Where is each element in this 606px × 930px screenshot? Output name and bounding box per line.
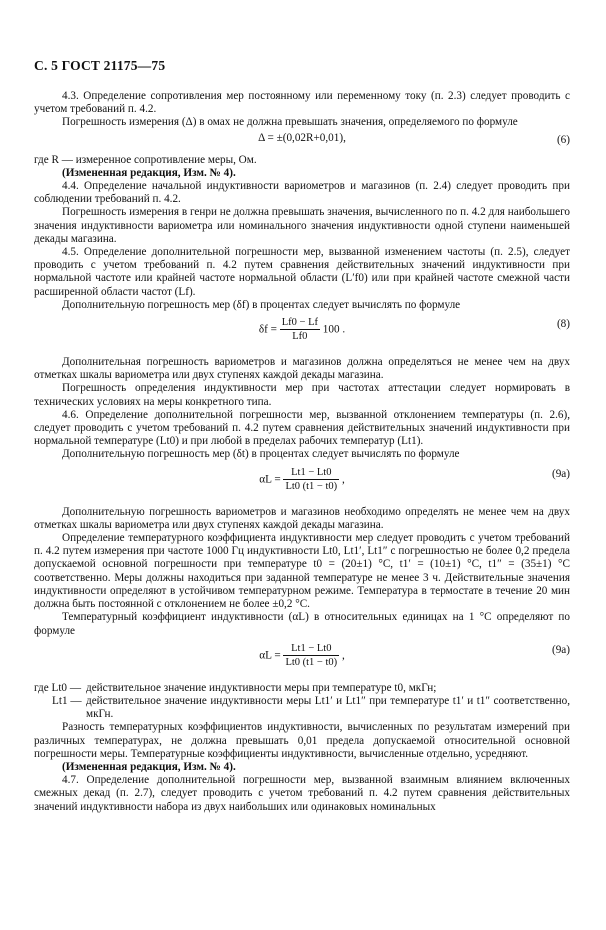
formula-9a-lhs: αL = [259, 648, 281, 661]
page-header: С. 5 ГОСТ 21175—75 [34, 58, 166, 73]
paragraph-4-6-varimeters: Дополнительную погрешность вариометров и магазинов необходимо определять не менее чем на двух отметках шкалы вариометра или двух ступенях каждой декады магазина. [34, 505, 570, 531]
where-lt0 [34, 682, 570, 695]
paragraph-4-6-difference: Разность температурных коэффициентов индуктивности, вычисленных по результатам измерений при различных температурах, не должна превышать 0,01 предела допускаемой относительной основной погрешности меры. Температурные коэффициенты индуктивности, вычисленные отдельно, усредняют. [34, 721, 570, 760]
where-lt1-label: Lt1 — [52, 694, 82, 707]
where-lt0-text: действительное значение индуктивности меры при температуре t0, мкГн; [86, 681, 437, 694]
paragraph-4-4-error: Погрешность измерения в генри не должна превышать значения, вычисленного по п. 4.2 для наибольшего значения индуктивности вариометра или номинального значения индуктивности одной ступени наименьшей декады магазина. [34, 206, 570, 245]
formula-8-lhs: δf = [258, 323, 277, 336]
formula-9a-numerator: Lt1 − Lt0 [283, 642, 339, 656]
formula-9-fraction [283, 466, 339, 493]
formula-6-expr: Δ = ±(0,02R+0,01), [258, 131, 346, 144]
where-r: где R — измеренное сопротивление меры, Ом. [34, 153, 257, 166]
where-lt0-label: где Lt0 — [34, 681, 82, 694]
formula-8-fraction [280, 316, 320, 343]
paragraph-4-6-formula-intro: Дополнительную погрешность мер (δt) в процентах следует вычислять по формуле [62, 448, 460, 461]
formula-9-lhs: αL = [259, 472, 281, 485]
formula-9-rhs: , [341, 472, 345, 485]
paragraph-4-3: 4.3. Определение сопротивления мер постоянному или переменному току (п. 2.3) следует проводить с учетом требований п. 4.2. [34, 90, 570, 116]
formula-9-denominator: Lt0 (t1 − t0) [285, 480, 338, 492]
formula-9a-rhs: , [341, 648, 345, 661]
paragraph-4-4: 4.4. Определение начальной индуктивности вариометров и магазинов (п. 2.4) следует проводить при соблюдении требований п. 4.2. [34, 180, 570, 206]
document-body [34, 90, 570, 814]
formula-6-number: (6) [556, 133, 570, 146]
formula-9a-denominator: Lt0 (t1 − t0) [285, 656, 338, 668]
formula-9a-fraction [283, 642, 339, 669]
paragraph-4-6: 4.6. Определение дополнительной погрешности мер, вызванной отклонением температуры (п. 2.6), следует проводить с учетом требований п. 4.2 путем сравнения действительных значений индуктивности при нормальной температуре (Lt0) и при любой в пределах рабочих температур (Lt1). [34, 408, 570, 448]
paragraph-4-5-formula-intro: Дополнительную погрешность мер (δf) в процентах следует вычислять по формуле [62, 298, 461, 311]
formula-9 [34, 464, 570, 504]
formula-9-number: (9а) [551, 467, 570, 480]
formula-8-denominator: Lf0 [292, 331, 308, 343]
formula-6 [34, 132, 570, 152]
formula-9a [34, 640, 570, 680]
formula-9-numerator: Lt1 − Lt0 [283, 466, 339, 480]
edition-note-2: (Измененная редакция, Изм. № 4). [62, 760, 236, 773]
paragraph-4-7: 4.7. Определение дополнительной погрешности мер, вызванной взаимным влиянием включенных смежных декад (п. 2.7), следует проводить с учетом требований п. 4.2 путем сравнения действительных значений индуктивности набора из двух наибольших или одинаковых номинальных [34, 774, 570, 813]
where-lt1 [34, 695, 570, 721]
formula-8 [34, 314, 570, 354]
paragraph-4-3-error: Погрешность измерения (Δ) в омах не должна превышать значения, определяемого по формуле [62, 116, 518, 129]
formula-8-numerator: Lf0 − Lf [280, 316, 320, 330]
paragraph-4-6-temp-coeff: Определение температурного коэффициента индуктивности мер следует проводить с учетом требований п. 4.2 путем измерения при частоте 1000 Гц индуктивности Lt0, Lt1′, Lt1″ с погрешностью не более 0,2 предела допускаемой основной погрешности при температуре t0 = (20±1) °С, t1′ = (10±1) °С, t1″ = (35±1) °С соответственно. Меры должны находиться при заданной температуре не менее 3 ч. Действительные значения индуктивности определяют в устойчивом температурном режиме. Температура в термостате в течение 20 мин должна быть постоянной с отклонением не более ±0,2 °С. [34, 532, 570, 611]
paragraph-4-6-alpha-intro: Температурный коэффициент индуктивности (αL) в относительных единицах на 1 °С определяют по формуле [34, 611, 570, 637]
formula-9a-number: (9а) [551, 643, 570, 656]
paragraph-4-5-varimeters: Дополнительная погрешность вариометров и магазинов должна определяться не менее чем на двух отметках шкалы вариометра или двух ступенях каждой декады магазина. [34, 356, 570, 382]
paragraph-4-5-attestation: Погрешность определения индуктивности мер при частотах аттестации следует нормировать в технических условиях на меры конкретного типа. [34, 382, 570, 408]
paragraph-4-5: 4.5. Определение дополнительной погрешности мер, вызванной изменением частоты (п. 2.5), следует проводить с учетом требований п. 4.2 путем сравнения действительных значений индуктивности при нормальной частоте или крайней частоте нормальной области (L′f0) или при крайней частоте смежной части расширенной области частот (Lf). [34, 246, 570, 298]
formula-8-number: (8) [556, 318, 570, 331]
where-lt1-text: действительное значение индуктивности меры Lt1′ и Lt1″ при температуре t1′ и t1″ соответственно, мкГн. [86, 694, 570, 721]
edition-note-1: (Измененная редакция, Изм. № 4). [62, 166, 236, 179]
formula-8-rhs: 100 . [322, 323, 346, 336]
